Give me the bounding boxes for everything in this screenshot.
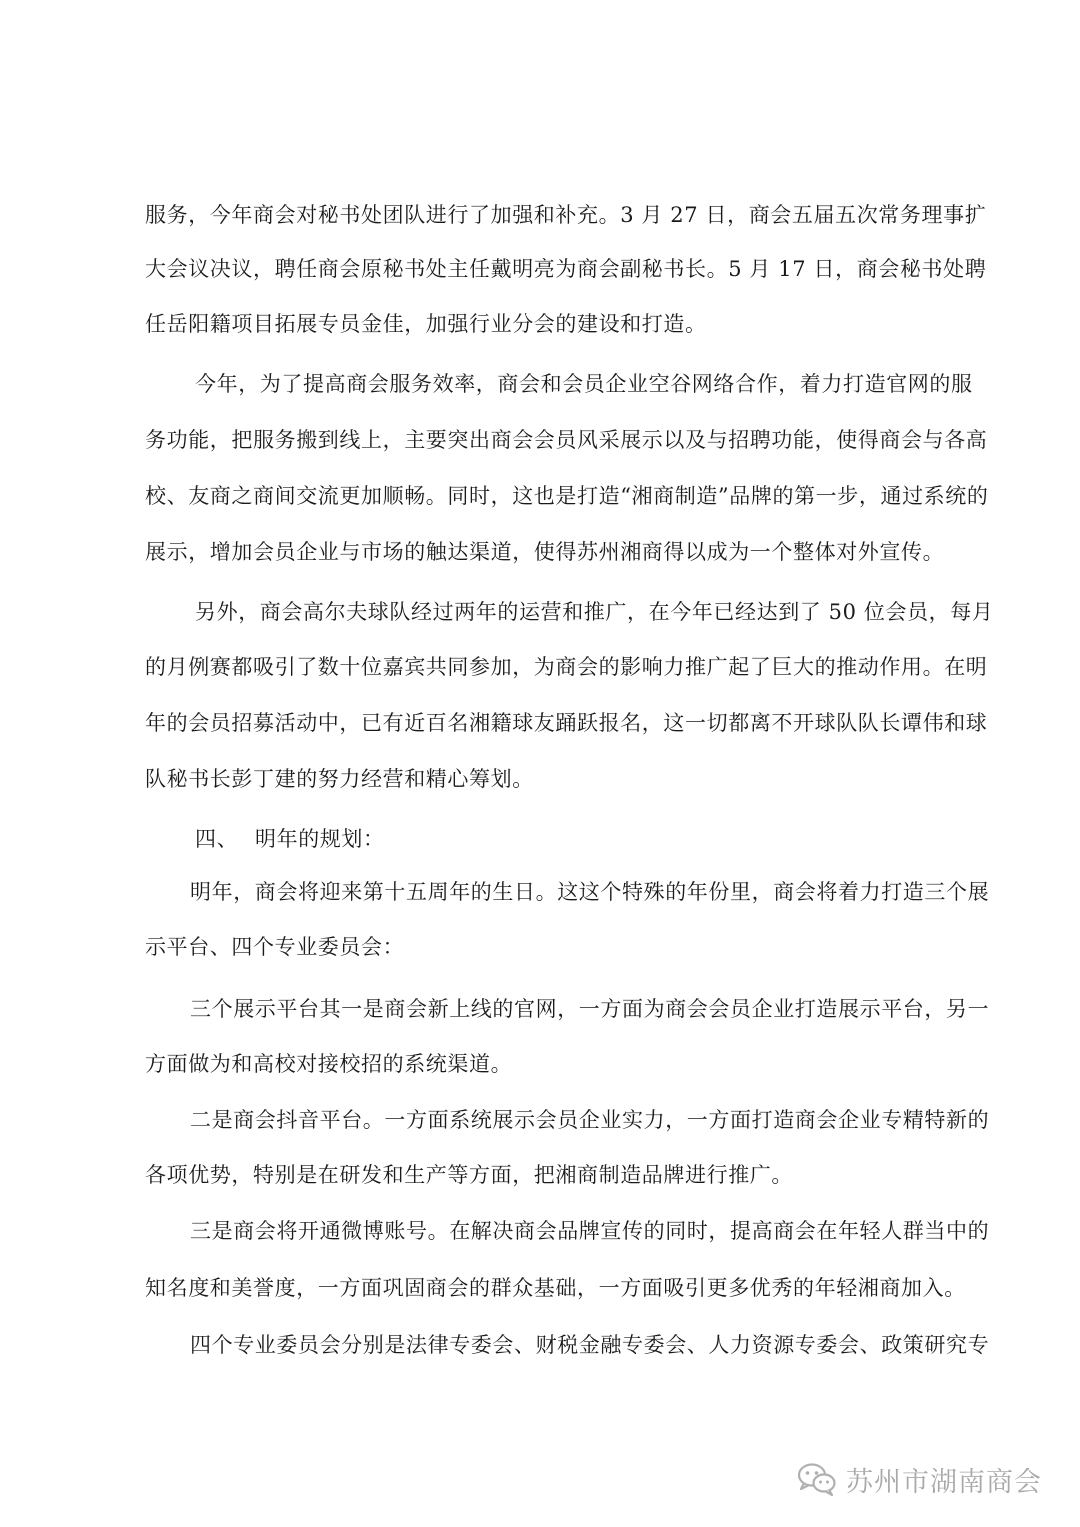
text-line: 的月例赛都吸引了数十位嘉宾共同参加，为商会的影响力推广起了巨大的推动作用。在明	[145, 655, 988, 679]
wechat-icon	[796, 1461, 838, 1497]
text-line: 大会议决议，聘任商会原秘书处主任戴明亮为商会副秘书长。5 月 17 日，商会秘书处聘	[145, 257, 987, 281]
text-line: 示平台、四个专业委员会：	[145, 935, 405, 959]
text-line: 知名度和美誉度，一方面巩固商会的群众基础，一方面吸引更多优秀的年轻湘商加入。	[145, 1276, 966, 1300]
text-line: 服务，今年商会对秘书处团队进行了加强和补充。3 月 27 日，商会五届五次常务理事扩	[145, 203, 987, 227]
watermark	[796, 1457, 1042, 1501]
text-line: 展示，增加会员企业与市场的触达渠道，使得苏州湘商得以成为一个整体对外宣传。	[145, 540, 945, 564]
section-number: 四、	[195, 827, 239, 851]
text-line: 各项优势，特别是在研发和生产等方面，把湘商制造品牌进行推广。	[145, 1163, 793, 1187]
text-line: 三是商会将开通微博账号。在解决商会品牌宣传的同时，提高商会在年轻人群当中的	[190, 1219, 990, 1243]
text-line: 队秘书长彭丁建的努力经营和精心筹划。	[145, 767, 534, 791]
text-line: 今年，为了提高商会服务效率，商会和会员企业空谷网络合作，着力打造官网的服	[195, 372, 973, 396]
text-line: 另外，商会高尔夫球队经过两年的运营和推广，在今年已经达到了 50 位会员，每月	[195, 600, 994, 624]
text-line: 三个展示平台其一是商会新上线的官网，一方面为商会会员企业打造展示平台，另一	[190, 997, 990, 1021]
text-line: 四个专业委员会分别是法律专委会、财税金融专委会、人力资源专委会、政策研究专	[190, 1333, 990, 1357]
watermark-text: 苏州市湖南商会	[846, 1466, 1042, 1498]
text-line: 务功能，把服务搬到线上，主要突出商会会员风采展示以及与招聘功能，使得商会与各高	[145, 428, 988, 452]
text-line: 方面做为和高校对接校招的系统渠道。	[145, 1052, 513, 1076]
text-line: 校、友商之商间交流更加顺畅。同时，这也是打造“湘商制造”品牌的第一步，通过系统的	[145, 484, 989, 508]
text-line: 明年，商会将迎来第十五周年的生日。这这个特殊的年份里，商会将着力打造三个展	[190, 880, 990, 904]
section-title: 明年的规划：	[255, 827, 385, 851]
text-line: 二是商会抖音平台。一方面系统展示会员企业实力，一方面打造商会企业专精特新的	[190, 1108, 990, 1132]
text-line: 年的会员招募活动中，已有近百名湘籍球友踊跃报名，这一切都离不开球队队长谭伟和球	[145, 711, 988, 735]
text-line: 任岳阳籍项目拓展专员金佳，加强行业分会的建设和打造。	[145, 312, 707, 336]
section-heading	[195, 824, 1035, 854]
